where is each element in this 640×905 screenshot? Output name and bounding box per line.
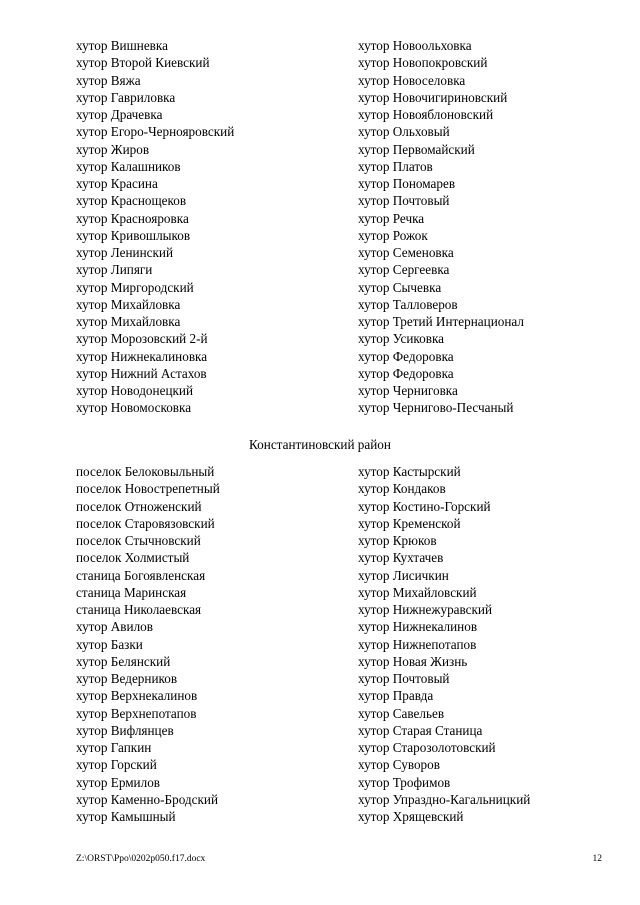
list-item: хутор Верхнекалинов xyxy=(76,688,198,704)
list-item: хутор Правда xyxy=(358,688,434,704)
list-item: хутор Федоровка xyxy=(358,348,454,364)
list-item: хутор Нижнежуравский xyxy=(358,602,493,617)
list-item: хутор Лисичкин xyxy=(358,567,449,583)
list-item: хутор Кондаков xyxy=(358,481,446,497)
list-item: станица Маринская xyxy=(76,584,187,600)
list-item: хутор Белянский xyxy=(76,653,171,669)
list-item: хутор Пономарев xyxy=(358,176,456,191)
list-item: хутор Рожок xyxy=(358,227,428,243)
list-item: хутор Талловеров xyxy=(358,296,458,312)
list-item: хутор Новочигириновский xyxy=(358,89,508,105)
list-item: хутор Крюков xyxy=(358,533,437,548)
list-item: хутор Новопокровский xyxy=(358,55,488,71)
list-item: хутор Авилов xyxy=(76,619,153,635)
list-item: хутор Морозовский 2-й xyxy=(76,331,208,347)
list-item: хутор Старозолотовский xyxy=(358,740,496,755)
list-item: станица Николаевская xyxy=(76,602,202,617)
list-item: хутор Костино-Горский xyxy=(358,498,491,514)
list-item: хутор Ведерников xyxy=(76,671,178,686)
list-item: хутор Усиковка xyxy=(358,331,445,347)
list-item: хутор Михайловка xyxy=(76,314,181,329)
list-item: хутор Базки xyxy=(76,636,143,652)
list-item: хутор Сергеевка xyxy=(358,262,450,278)
list-item: хутор Калашников xyxy=(76,158,181,174)
list-item: хутор Гавриловка xyxy=(76,89,176,105)
list-item: хутор Почтовый xyxy=(358,193,450,209)
list-item: хутор Третий Интернационал xyxy=(358,314,524,329)
list-item: хутор Кастырский xyxy=(358,464,461,479)
list-item: хутор Новояблоновский xyxy=(358,107,494,122)
page-number: 12 xyxy=(592,854,602,864)
list-item: поселок Старовязовский xyxy=(76,515,215,531)
list-item: хутор Миргородский xyxy=(76,279,194,295)
list-item: хутор Сычевка xyxy=(358,279,442,295)
list-item: хутор Верхнепотапов xyxy=(76,705,197,721)
list-item: хутор Михайловский xyxy=(358,584,477,600)
list-item: хутор Платов xyxy=(358,158,433,174)
list-item: хутор Краснощеков xyxy=(76,193,187,209)
list-item: поселок Холмистый xyxy=(76,550,190,566)
list-item: хутор Вишневка xyxy=(76,38,168,53)
list-item: хутор Липяги xyxy=(76,262,153,278)
list-item: хутор Кременской xyxy=(358,515,461,531)
list-item: поселок Белоковыльный xyxy=(76,464,215,479)
list-item: хутор Гапкин xyxy=(76,740,152,755)
list-item: хутор Новая Жизнь xyxy=(358,653,468,669)
list-item: хутор Жиров xyxy=(76,141,150,157)
list-item: хутор Вяжа xyxy=(76,72,141,88)
list-item: хутор Семеновка xyxy=(358,245,454,260)
list-item: хутор Красина xyxy=(76,176,158,191)
list-item: хутор Нижний Астахов xyxy=(76,365,207,381)
list-item: хутор Каменно-Бродский xyxy=(76,791,218,807)
list-item: хутор Камышный xyxy=(76,809,176,824)
list-item: станица Богоявленская xyxy=(76,567,206,583)
list-item: хутор Черниговка xyxy=(358,383,458,398)
list-item: поселок Отноженский xyxy=(76,498,202,514)
list-item: хутор Речка xyxy=(358,210,425,226)
list-item: хутор Старая Станица xyxy=(358,722,483,738)
footer-file-path: Z:\ORST\Ppo\0202p050.f17.docx xyxy=(76,854,206,864)
district-heading: Константиновский район xyxy=(249,437,391,452)
list-item: хутор Первомайский xyxy=(358,141,475,157)
list-item: хутор Кухтачев xyxy=(358,550,444,566)
list-item: хутор Новоольховка xyxy=(358,38,472,53)
list-item: хутор Краснояровка xyxy=(76,210,189,226)
list-item: хутор Савельев xyxy=(358,705,445,721)
list-item: хутор Новодонецкий xyxy=(76,383,194,398)
list-item: хутор Горский xyxy=(76,757,157,773)
list-item: хутор Новомосковка xyxy=(76,400,192,416)
list-column-right xyxy=(358,463,598,825)
list-item: хутор Вифлянцев xyxy=(76,722,174,738)
list-item: хутор Ленинский xyxy=(76,245,174,260)
list-item: хутор Трофимов xyxy=(358,774,451,790)
list-item: поселок Новострепетный xyxy=(76,481,220,497)
list-column-right xyxy=(358,37,598,417)
list-column-left xyxy=(76,463,316,825)
list-item: хутор Новоселовка xyxy=(358,72,466,88)
list-item: хутор Егоро-Чернояровский xyxy=(76,124,235,140)
list-item: хутор Ермилов xyxy=(76,774,161,790)
list-column-left xyxy=(76,37,316,417)
list-item: хутор Суворов xyxy=(358,757,440,773)
list-item: хутор Нижнекалинов xyxy=(358,619,478,635)
list-item: хутор Почтовый xyxy=(358,671,450,686)
list-item: хутор Второй Киевский xyxy=(76,55,210,71)
list-item: хутор Нижнекалиновка xyxy=(76,348,208,364)
list-item: хутор Чернигово-Песчаный xyxy=(358,400,514,416)
list-item: хутор Нижнепотапов xyxy=(358,636,477,652)
list-item: хутор Федоровка xyxy=(358,365,454,381)
list-item: хутор Упраздно-Кагальницкий xyxy=(358,791,531,807)
list-item: хутор Драчевка xyxy=(76,107,163,122)
list-item: хутор Кривошлыков xyxy=(76,227,191,243)
list-item: хутор Ольховый xyxy=(358,124,450,140)
list-item: хутор Хрящевский xyxy=(358,809,464,824)
list-item: хутор Михайловка xyxy=(76,296,181,312)
list-item: поселок Стычновский xyxy=(76,533,201,548)
